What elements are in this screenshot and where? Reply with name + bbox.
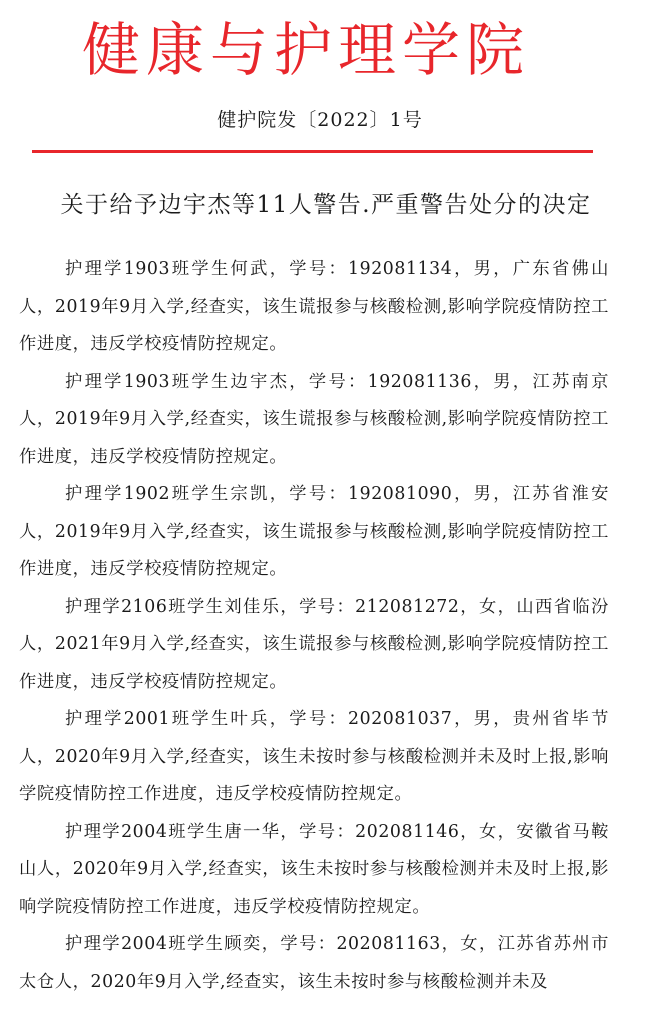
- document-title: 关于给予边宇杰等11人警告.严重警告处分的决定: [60, 192, 592, 218]
- paragraph-5: 护理学2001班学生叶兵，学号：202081037，男，贵州省毕节人，2020年9月入学,经查实，该生未按时参与核酸检测并未及时上报,影响学院疫情防控工作进度，违反学校疫情防控规定。: [19, 709, 609, 804]
- org-name-heading: 健康与护理学院: [81, 16, 530, 84]
- paragraph-4: 护理学2106班学生刘佳乐，学号：212081272，女，山西省临汾人，2021年9月入学,经查实，该生谎报参与核酸检测,影响学院疫情防控工作进度，违反学校疫情防控规定。: [19, 596, 609, 692]
- document-number: 健护院发〔2022〕1号: [217, 109, 423, 131]
- paragraph-6: 护理学2004班学生唐一华，学号：202081146，女，安徽省马鞍山人，2020年9月入学,经查实，该生未按时参与核酸检测并未及时上报,影响学院疫情防控工作进度，违反学校疫情防控规定。: [19, 821, 609, 917]
- paragraph-1: 护理学1903班学生何武，学号：192081134，男，广东省佛山人，2019年9月入学,经查实，该生谎报参与核酸检测,影响学院疫情防控工作进度，违反学校疫情防控规定。: [19, 259, 609, 354]
- document-body: [19, 251, 609, 1001]
- paragraph-2: 护理学1903班学生边宇杰，学号：192081136，男，江苏南京人，2019年9月入学,经查实，该生谎报参与核酸检测,影响学院疫情防控工作进度，违反学校疫情防控规定。: [19, 371, 609, 467]
- red-divider-line: [32, 150, 593, 153]
- paragraph-7: 护理学2004班学生顾奕，学号：202081163，女，江苏省苏州市太仓人，2020年9月入学,经查实，该生未按时参与核酸检测并未及: [19, 934, 609, 992]
- masthead: [0, 14, 652, 86]
- paragraph-3: 护理学1902班学生宗凯，学号：192081090，男，江苏省淮安人，2019年9月入学,经查实，该生谎报参与核酸检测,影响学院疫情防控工作进度，违反学校疫情防控规定。: [19, 484, 609, 579]
